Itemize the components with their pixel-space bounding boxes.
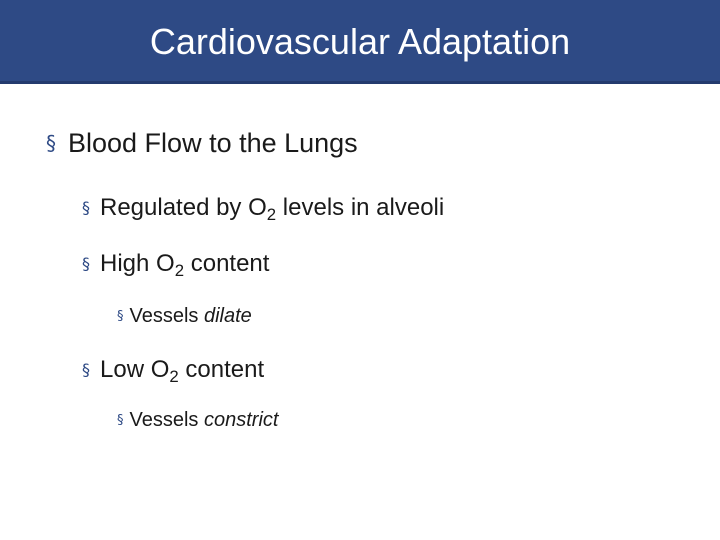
title-bar bbox=[0, 0, 720, 84]
bullet-marker-icon: § bbox=[46, 131, 56, 155]
bullet-vessels-dilate bbox=[117, 305, 252, 328]
bullet-vessels-constrict bbox=[117, 409, 278, 432]
bullet-text-post: content bbox=[184, 250, 270, 277]
bullet-text-post: content bbox=[178, 356, 265, 383]
bullet-text: Blood Flow to the Lungs bbox=[68, 128, 358, 158]
bullet-text-pre: Low O bbox=[100, 356, 170, 383]
bullet-marker-icon: § bbox=[82, 254, 90, 273]
bullet-regulated-by-o2 bbox=[82, 194, 445, 225]
bullet-blood-flow-to-lungs bbox=[46, 128, 358, 159]
bullet-text-post: levels in alveoli bbox=[276, 194, 445, 221]
bullet-low-o2-content bbox=[82, 356, 265, 387]
bullet-text-pre: Vessels bbox=[129, 305, 204, 327]
bullet-text-pre: Regulated by O bbox=[100, 194, 267, 221]
bullet-marker-icon: § bbox=[82, 360, 90, 379]
bullet-text-pre: High O bbox=[100, 250, 175, 277]
bullet-marker-icon: § bbox=[117, 309, 124, 324]
bullet-high-o2-content bbox=[82, 250, 270, 281]
subscript: 2 bbox=[169, 367, 179, 387]
subscript: 2 bbox=[174, 261, 185, 281]
subscript: 2 bbox=[266, 205, 277, 225]
bullet-marker-icon: § bbox=[117, 413, 124, 428]
bullet-text-pre: Vessels bbox=[129, 409, 204, 431]
bullet-marker-icon: § bbox=[82, 198, 90, 217]
bullet-text-emphasis: dilate bbox=[203, 305, 252, 327]
slide-title: Cardiovascular Adaptation bbox=[149, 21, 571, 62]
bullet-text-emphasis: constrict bbox=[203, 409, 279, 431]
